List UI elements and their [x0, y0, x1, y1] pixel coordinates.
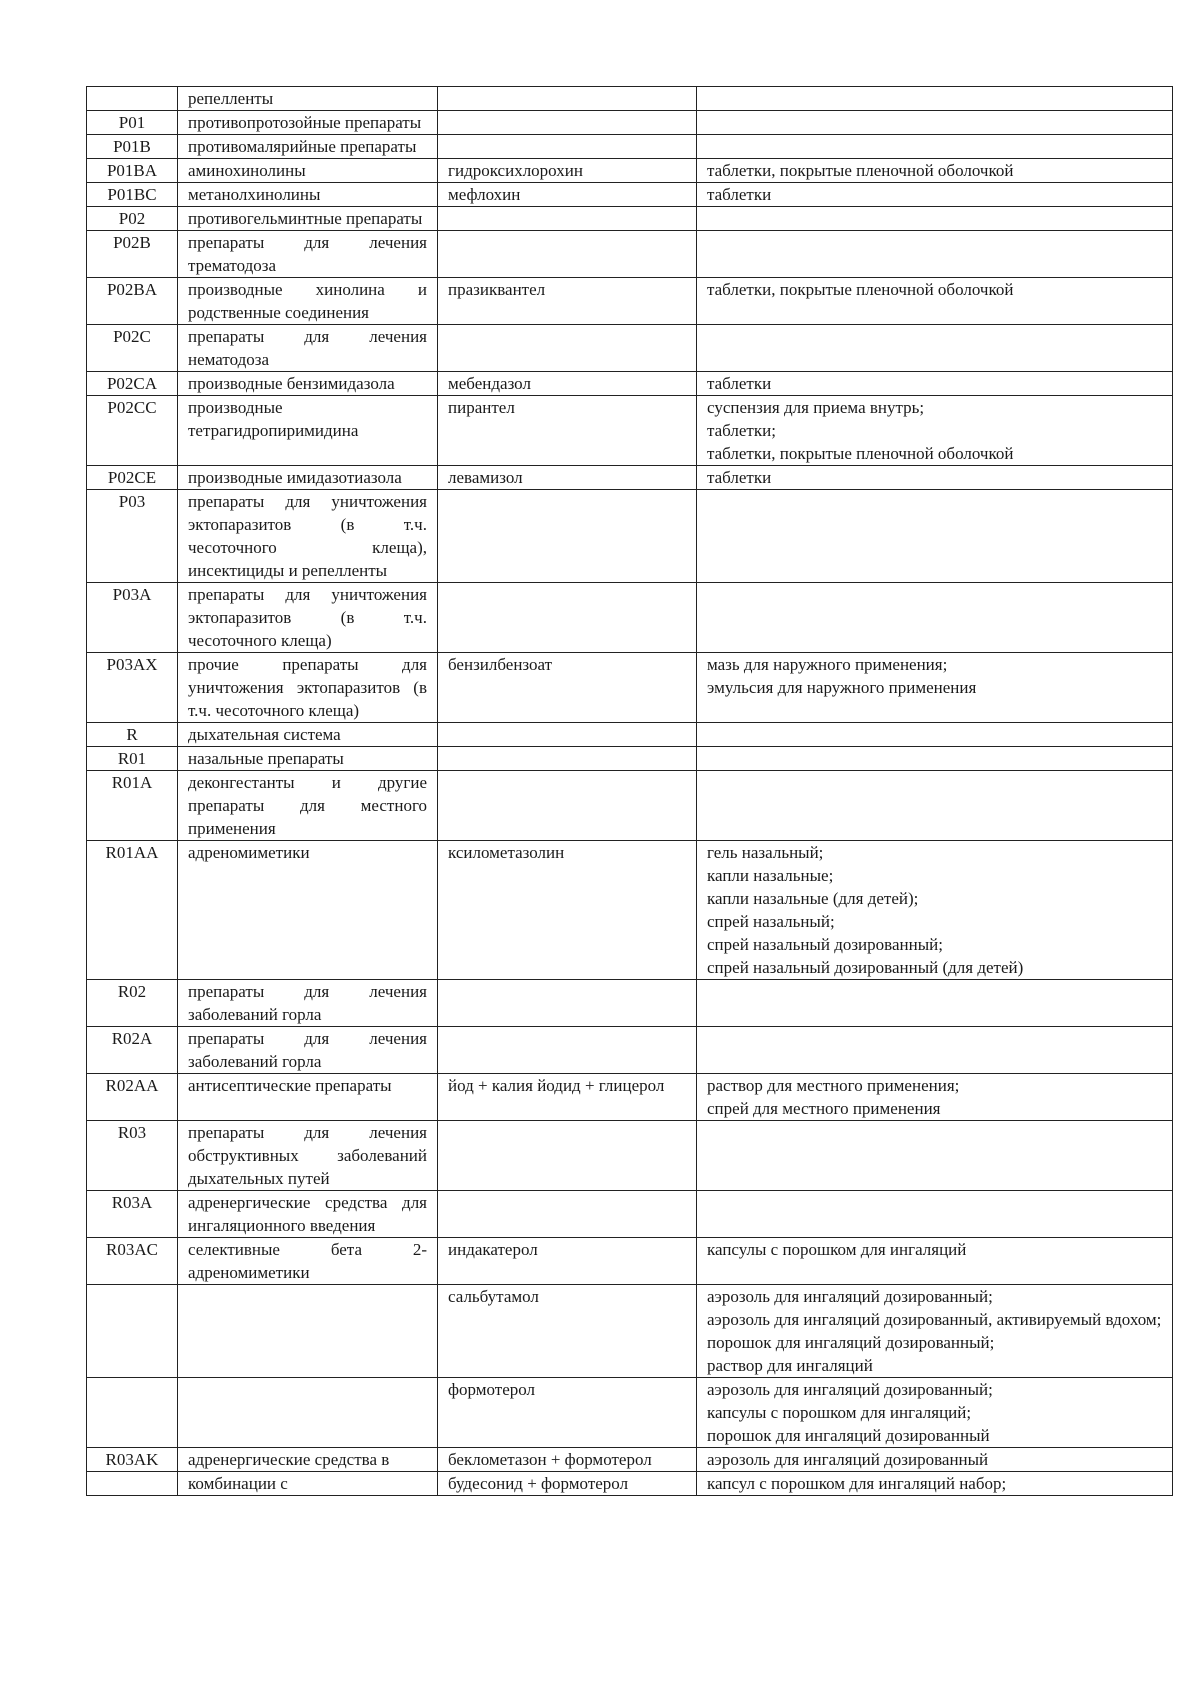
atc-code-cell: R01 [87, 747, 178, 771]
atc-code-cell: R03A [87, 1191, 178, 1238]
table-row [87, 583, 1173, 653]
table-row [87, 372, 1173, 396]
table-row [87, 1285, 1173, 1378]
dosage-form-line: раствор для ингаляций [707, 1356, 873, 1375]
table-row [87, 747, 1173, 771]
table-row [87, 1378, 1173, 1448]
drug-name-cell [438, 111, 697, 135]
dosage-form-cell [697, 490, 1173, 583]
drug-name-cell: сальбутамол [438, 1285, 697, 1378]
anatomical-therapeutic-group-cell: адреномиметики [178, 841, 438, 980]
dosage-form-cell [697, 841, 1173, 980]
dosage-form-cell [697, 1191, 1173, 1238]
drug-name-cell [438, 980, 697, 1027]
drug-name-cell [438, 1027, 697, 1074]
table-body [87, 87, 1173, 1496]
anatomical-therapeutic-group-cell: препараты для уничтожения эктопаразитов (в т.ч. чесоточного клеща) [178, 583, 438, 653]
drug-name-cell [438, 231, 697, 278]
dosage-form-line: спрей для местного применения [707, 1099, 941, 1118]
anatomical-therapeutic-group-cell: препараты для лечения нематодоза [178, 325, 438, 372]
dosage-form-line: таблетки, покрытые пленочной оболочкой [707, 444, 1014, 463]
dosage-form-cell [697, 231, 1173, 278]
dosage-form-cell [697, 1238, 1173, 1285]
dosage-form-cell [697, 653, 1173, 723]
dosage-form-cell [697, 723, 1173, 747]
anatomical-therapeutic-group-cell: препараты для лечения трематодоза [178, 231, 438, 278]
table-row [87, 1074, 1173, 1121]
anatomical-therapeutic-group-cell: противогельминтные препараты [178, 207, 438, 231]
drug-name-cell: ксилометазолин [438, 841, 697, 980]
dosage-form-cell [697, 1472, 1173, 1496]
dosage-form-cell [697, 583, 1173, 653]
anatomical-therapeutic-group-cell: препараты для лечения заболеваний горла [178, 1027, 438, 1074]
dosage-form-cell [697, 1448, 1173, 1472]
table-row [87, 135, 1173, 159]
drug-name-cell [438, 1191, 697, 1238]
atc-code-cell: P03 [87, 490, 178, 583]
table-row [87, 396, 1173, 466]
anatomical-therapeutic-group-cell: аминохинолины [178, 159, 438, 183]
anatomical-therapeutic-group-cell: препараты для лечения обструктивных заболеваний дыхательных путей [178, 1121, 438, 1191]
anatomical-therapeutic-group-cell: производные тетрагидропиримидина [178, 396, 438, 466]
anatomical-therapeutic-group-cell: противомалярийные препараты [178, 135, 438, 159]
anatomical-therapeutic-group-cell: адренергические средства для ингаляционного введения [178, 1191, 438, 1238]
dosage-form-line: спрей назальный дозированный (для детей) [707, 958, 1024, 977]
anatomical-therapeutic-group-cell: противопротозойные препараты [178, 111, 438, 135]
dosage-form-cell [697, 207, 1173, 231]
dosage-form-cell [697, 747, 1173, 771]
drug-name-cell: празиквантел [438, 278, 697, 325]
dosage-form-cell [697, 111, 1173, 135]
drug-name-cell: беклометазон + формотерол [438, 1448, 697, 1472]
atc-code-cell [87, 87, 178, 111]
table-row [87, 207, 1173, 231]
atc-code-cell: P02CA [87, 372, 178, 396]
atc-code-cell: P02CC [87, 396, 178, 466]
atc-code-cell: P02CE [87, 466, 178, 490]
dosage-form-line: капсулы с порошком для ингаляций [707, 1240, 967, 1259]
dosage-form-line: спрей назальный дозированный; [707, 935, 943, 954]
drug-name-cell: пирантел [438, 396, 697, 466]
dosage-form-line: суспензия для приема внутрь; [707, 398, 925, 417]
dosage-form-cell [697, 159, 1173, 183]
atc-code-cell: R02 [87, 980, 178, 1027]
table-row [87, 111, 1173, 135]
drug-name-cell: формотерол [438, 1378, 697, 1448]
atc-code-cell: R03AK [87, 1448, 178, 1472]
dosage-form-cell [697, 1027, 1173, 1074]
atc-code-cell: P01 [87, 111, 178, 135]
drug-name-cell: будесонид + формотерол [438, 1472, 697, 1496]
dosage-form-line: спрей назальный; [707, 912, 835, 931]
drug-name-cell: мебендазол [438, 372, 697, 396]
table-row [87, 1238, 1173, 1285]
dosage-form-cell [697, 1074, 1173, 1121]
dosage-form-line: аэрозоль для ингаляций дозированный; [707, 1380, 993, 1399]
anatomical-therapeutic-group-cell: производные бензимидазола [178, 372, 438, 396]
drug-name-cell: гидроксихлорохин [438, 159, 697, 183]
dosage-form-line: аэрозоль для ингаляций дозированный [707, 1450, 989, 1469]
drug-name-cell [438, 583, 697, 653]
dosage-form-cell [697, 278, 1173, 325]
table-row [87, 87, 1173, 111]
drug-name-cell: левамизол [438, 466, 697, 490]
dosage-form-cell [697, 372, 1173, 396]
drug-name-cell [438, 87, 697, 111]
table-row [87, 1472, 1173, 1496]
dosage-form-line: порошок для ингаляций дозированный; [707, 1333, 995, 1352]
dosage-form-line: капли назальные; [707, 866, 834, 885]
dosage-form-line: таблетки, покрытые пленочной оболочкой [707, 280, 1014, 299]
dosage-form-line: таблетки [707, 374, 772, 393]
atc-code-cell [87, 1285, 178, 1378]
drug-name-cell [438, 747, 697, 771]
atc-code-cell: R [87, 723, 178, 747]
document-page [86, 86, 1172, 1496]
dosage-form-cell [697, 87, 1173, 111]
anatomical-therapeutic-group-cell: производные хинолина и родственные соединения [178, 278, 438, 325]
table-row [87, 159, 1173, 183]
anatomical-therapeutic-group-cell [178, 1378, 438, 1448]
dosage-form-line: таблетки, покрытые пленочной оболочкой [707, 161, 1014, 180]
dosage-form-line: таблетки [707, 468, 772, 487]
table-row [87, 771, 1173, 841]
table-row [87, 1121, 1173, 1191]
dosage-form-cell [697, 183, 1173, 207]
dosage-form-line: капсулы с порошком для ингаляций; [707, 1403, 972, 1422]
dosage-form-cell [697, 771, 1173, 841]
table-row [87, 1027, 1173, 1074]
atc-code-cell: R03 [87, 1121, 178, 1191]
drug-name-cell [438, 723, 697, 747]
dosage-form-cell [697, 1285, 1173, 1378]
drug-name-cell: мефлохин [438, 183, 697, 207]
drug-classification-table [86, 86, 1173, 1496]
dosage-form-line: гель назальный; [707, 843, 824, 862]
atc-code-cell: R02AA [87, 1074, 178, 1121]
drug-name-cell [438, 325, 697, 372]
table-row [87, 490, 1173, 583]
drug-name-cell: йод + калия йодид + глицерол [438, 1074, 697, 1121]
atc-code-cell [87, 1472, 178, 1496]
anatomical-therapeutic-group-cell: дыхательная система [178, 723, 438, 747]
dosage-form-cell [697, 135, 1173, 159]
atc-code-cell: P01BC [87, 183, 178, 207]
dosage-form-cell [697, 1378, 1173, 1448]
dosage-form-line: раствор для местного применения; [707, 1076, 960, 1095]
anatomical-therapeutic-group-cell: деконгестанты и другие препараты для местного применения [178, 771, 438, 841]
table-row [87, 980, 1173, 1027]
dosage-form-line: капли назальные (для детей); [707, 889, 919, 908]
atc-code-cell: R01A [87, 771, 178, 841]
table-row [87, 466, 1173, 490]
anatomical-therapeutic-group-cell: прочие препараты для уничтожения эктопаразитов (в т.ч. чесоточного клеща) [178, 653, 438, 723]
atc-code-cell [87, 1378, 178, 1448]
anatomical-therapeutic-group-cell: препараты для уничтожения эктопаразитов (в т.ч. чесоточного клеща), инсектициды и репелленты [178, 490, 438, 583]
anatomical-therapeutic-group-cell: антисептические препараты [178, 1074, 438, 1121]
atc-code-cell: R02A [87, 1027, 178, 1074]
dosage-form-cell [697, 1121, 1173, 1191]
dosage-form-cell [697, 466, 1173, 490]
atc-code-cell: P02C [87, 325, 178, 372]
drug-name-cell [438, 207, 697, 231]
dosage-form-cell [697, 980, 1173, 1027]
dosage-form-line: порошок для ингаляций дозированный [707, 1426, 990, 1445]
anatomical-therapeutic-group-cell: селективные бета 2-адреномиметики [178, 1238, 438, 1285]
anatomical-therapeutic-group-cell: метанолхинолины [178, 183, 438, 207]
drug-name-cell [438, 771, 697, 841]
table-row [87, 183, 1173, 207]
drug-name-cell: бензилбензоат [438, 653, 697, 723]
atc-code-cell: P02B [87, 231, 178, 278]
atc-code-cell: R01AA [87, 841, 178, 980]
atc-code-cell: P02 [87, 207, 178, 231]
drug-name-cell [438, 135, 697, 159]
table-row [87, 325, 1173, 372]
dosage-form-line: таблетки [707, 185, 772, 204]
dosage-form-line: аэрозоль для ингаляций дозированный; [707, 1287, 993, 1306]
anatomical-therapeutic-group-cell: производные имидазотиазола [178, 466, 438, 490]
table-row [87, 841, 1173, 980]
anatomical-therapeutic-group-cell: репелленты [178, 87, 438, 111]
drug-name-cell: индакатерол [438, 1238, 697, 1285]
atc-code-cell: P02BA [87, 278, 178, 325]
table-row [87, 723, 1173, 747]
atc-code-cell: P01BA [87, 159, 178, 183]
drug-name-cell [438, 1121, 697, 1191]
table-row [87, 1191, 1173, 1238]
table-row [87, 1448, 1173, 1472]
dosage-form-cell [697, 325, 1173, 372]
anatomical-therapeutic-group-cell: назальные препараты [178, 747, 438, 771]
table-row [87, 653, 1173, 723]
anatomical-therapeutic-group-cell [178, 1285, 438, 1378]
anatomical-therapeutic-group-cell: препараты для лечения заболеваний горла [178, 980, 438, 1027]
table-row [87, 231, 1173, 278]
dosage-form-line: капсул с порошком для ингаляций набор; [707, 1474, 1007, 1493]
dosage-form-line: эмульсия для наружного применения [707, 678, 977, 697]
atc-code-cell: P01B [87, 135, 178, 159]
anatomical-therapeutic-group-cell: комбинации с [178, 1472, 438, 1496]
atc-code-cell: P03A [87, 583, 178, 653]
dosage-form-line: мазь для наружного применения; [707, 655, 948, 674]
dosage-form-cell [697, 396, 1173, 466]
atc-code-cell: P03AX [87, 653, 178, 723]
dosage-form-line: аэрозоль для ингаляций дозированный, активируемый вдохом; [707, 1310, 1162, 1329]
atc-code-cell: R03AC [87, 1238, 178, 1285]
drug-name-cell [438, 490, 697, 583]
table-row [87, 278, 1173, 325]
anatomical-therapeutic-group-cell: адренергические средства в [178, 1448, 438, 1472]
dosage-form-line: таблетки; [707, 421, 776, 440]
